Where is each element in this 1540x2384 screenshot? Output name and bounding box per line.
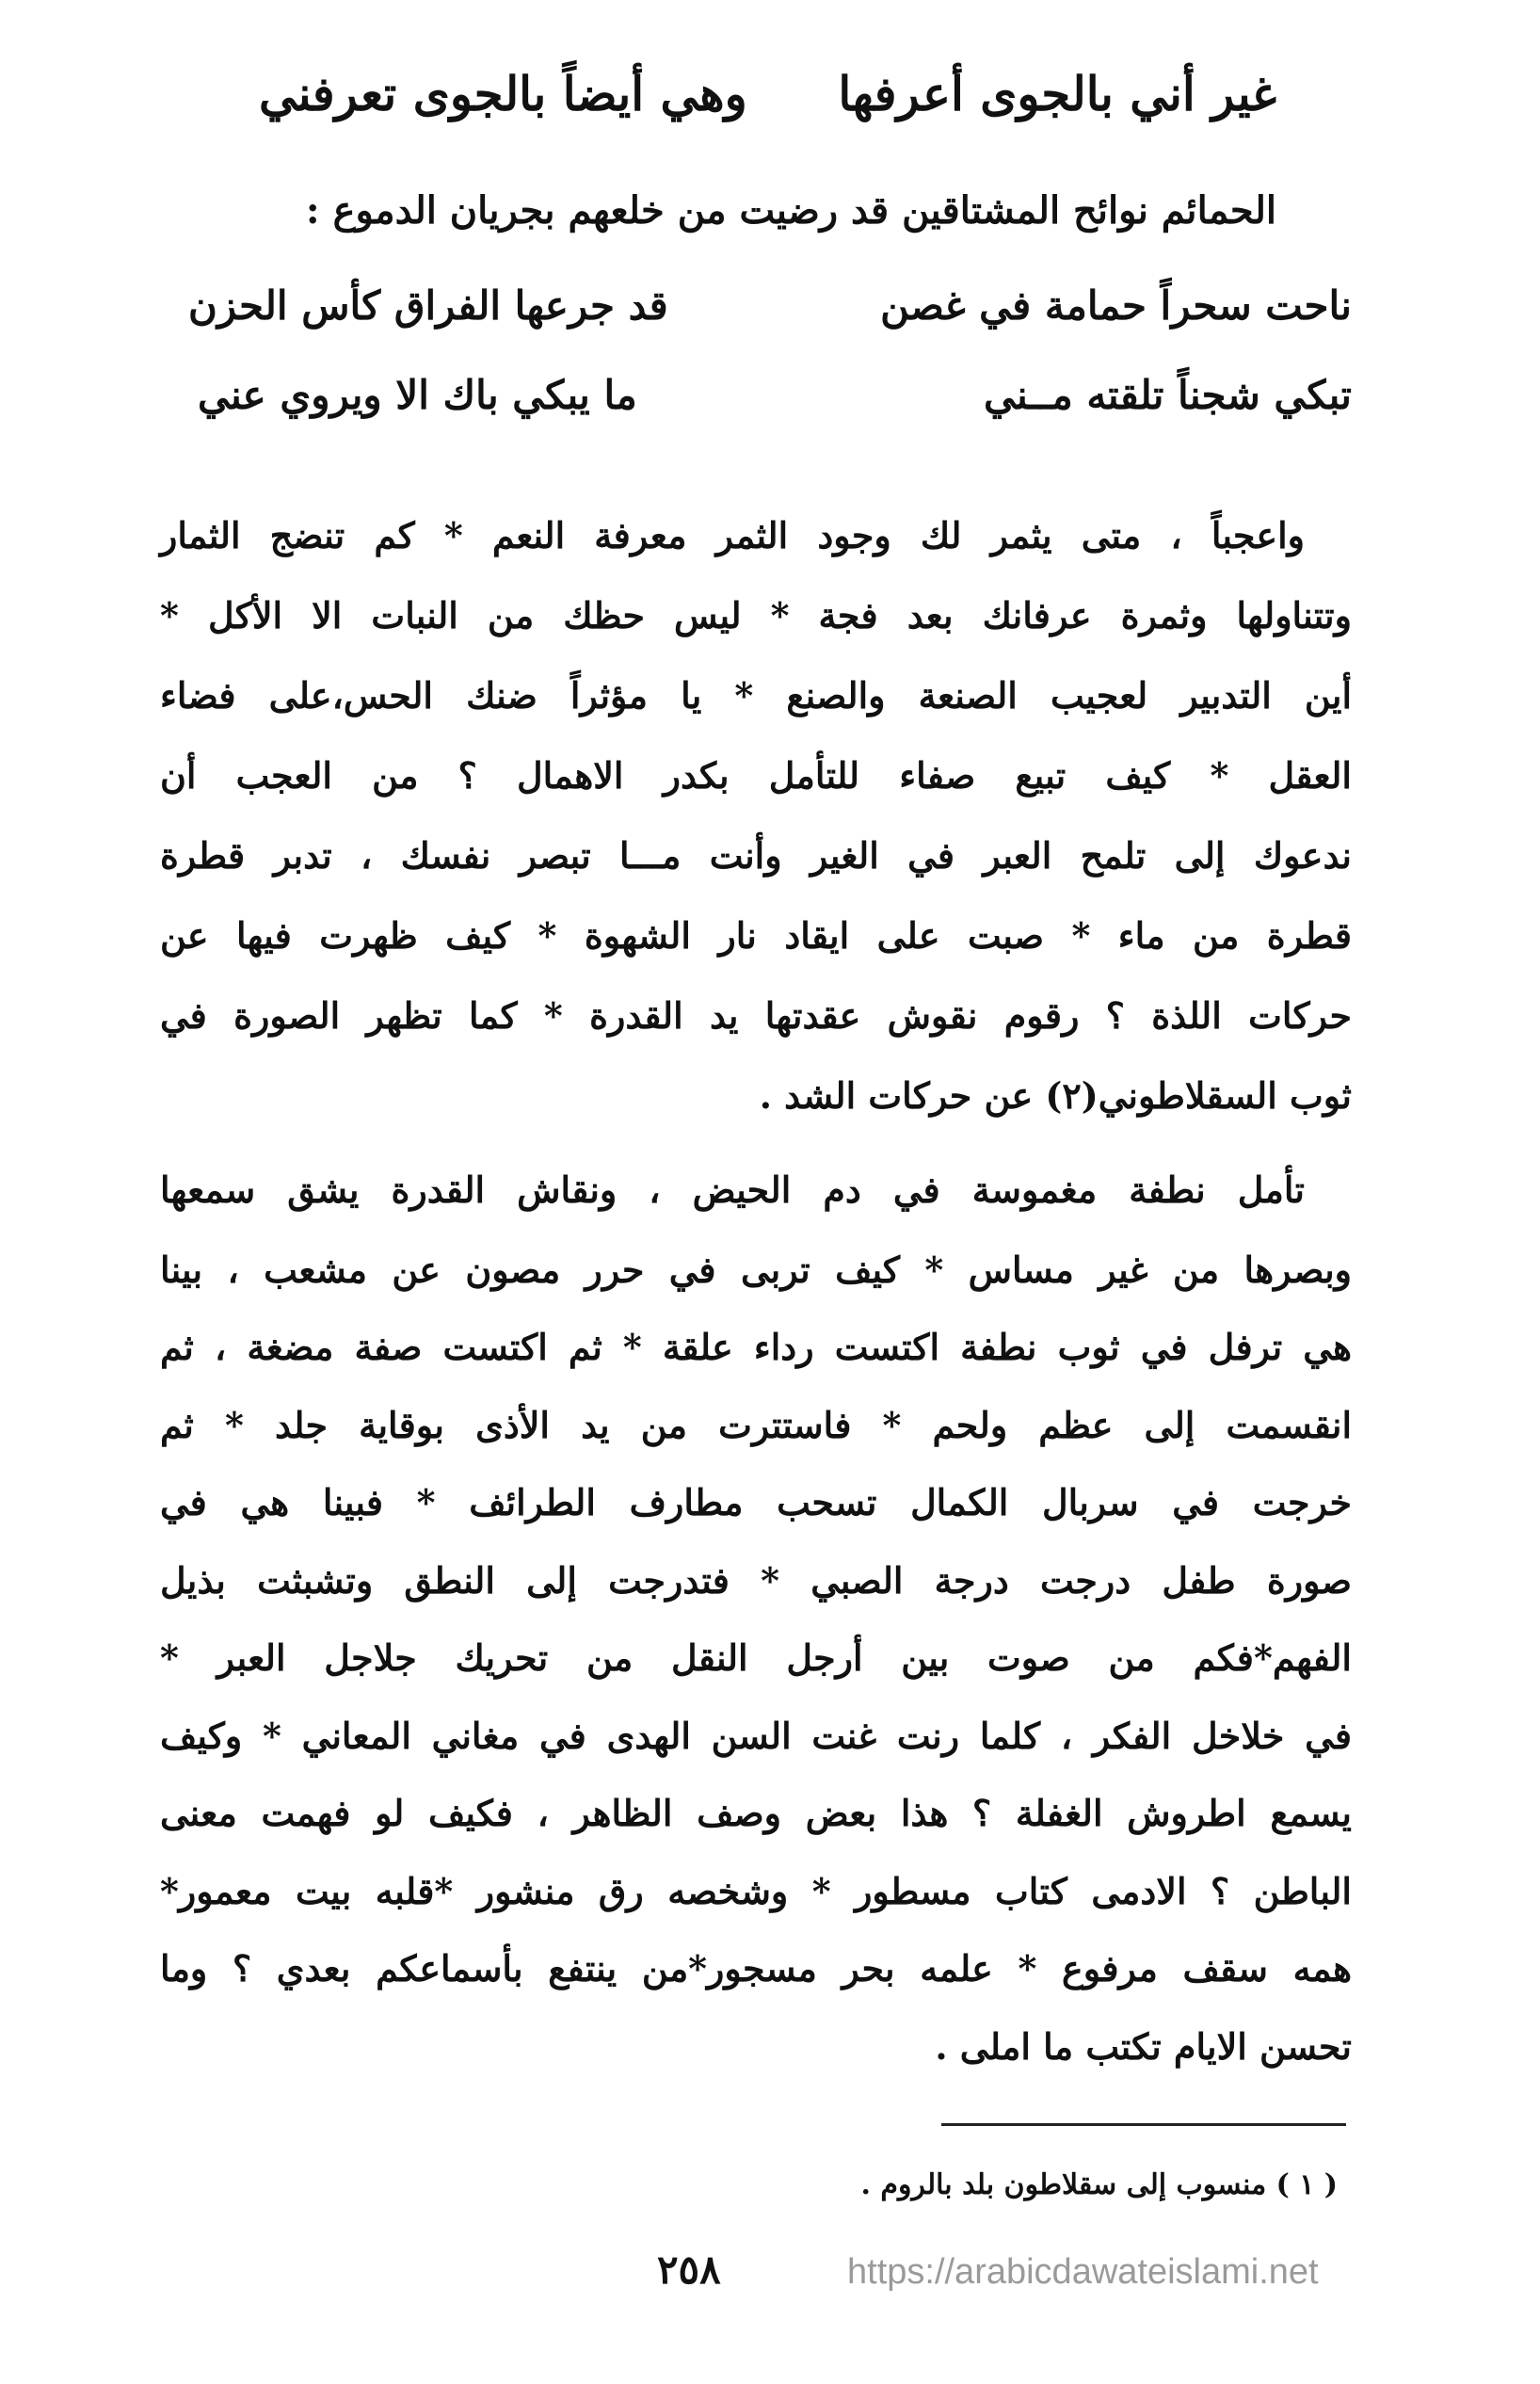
paragraph-line: وبصرها من غير مساس * كيف تربى في حرر مصون عن مشعب ، بينا <box>160 1248 1352 1291</box>
page-number: ٢٥٨ <box>657 2247 721 2293</box>
paragraph-line: انقسمت إلى عظم ولحم * فاستترت من يد الأذى بوقاية جلد * ثم <box>160 1404 1352 1446</box>
verse-line-2 <box>198 372 1352 418</box>
paragraph-line: تحسن الايام تكتب ما املى . <box>935 2025 1352 2068</box>
paragraph-line: الفهم*فكم من صوت بين أرجل النقل من تحريك جلاجل العبر * <box>160 1636 1352 1679</box>
paragraph-line: أين التدبير لعجيب الصنعة والصنع * يا مؤثراً ضنك الحس،على فضاء <box>160 674 1352 717</box>
paragraph-line: همه سقف مرفوع * علمه بحر مسجور*من ينتفع بأسماعكم بعدي ؟ وما <box>160 1947 1352 1989</box>
paragraph-line: قطرة من ماء * صبت على ايقاد نار الشهوة * كيف ظهرت فيها عن <box>160 914 1352 957</box>
verse-left-hemistich: وهي أيضاً بالجوى تعرفني <box>259 66 747 121</box>
paragraph-line: في خلاخل الفكر ، كلما رنت غنت السن الهدى في مغاني المعاني * وكيف <box>160 1715 1352 1757</box>
footnote: ( ١ ) منسوب إلى سقلاطون بلد بالروم . <box>860 2168 1338 2201</box>
paragraph-line: خرجت في سربال الكمال تسحب مطارف الطرائف * فبينا هي في <box>160 1481 1352 1523</box>
verse-right-hemistich: غير أني بالجوى أعرفها <box>838 66 1276 121</box>
paragraph-line: الباطن ؟ الادمى كتاب مسطور * وشخصه رق منشور *قلبه بيت معمور* <box>160 1870 1352 1912</box>
watermark-url: https://arabicdawateislami.net <box>847 2252 1319 2292</box>
paragraph-line: صورة طفل درجت درجة الصبي * فتدرجت إلى النطق وتشبثت بذيل <box>160 1559 1352 1602</box>
intro-line: الحمائم نوائح المشتاقين قد رضيت من خلعهم بجريان الدموع : <box>305 188 1276 233</box>
verse-line-1 <box>188 282 1352 329</box>
opening-verse <box>259 66 1276 121</box>
verse-right-hemistich: تبكي شجناً تلقته مــني <box>983 372 1352 418</box>
footnote-divider <box>941 2123 1346 2126</box>
paragraph-line: العقل * كيف تبيع صفاء للتأمل بكدر الاهمال ؟ من العجب أن <box>160 754 1352 797</box>
paragraph-line: ثوب السقلاطوني(٢) عن حركات الشد . <box>759 1074 1352 1117</box>
paragraph-line: يسمع اطروش الغفلة ؟ هذا بعض وصف الظاهر ، فكيف لو فهمت معنى <box>160 1792 1352 1834</box>
verse-left-hemistich: قد جرعها الفراق كأس الحزن <box>188 282 668 329</box>
paragraph-line: وتتناولها وثمرة عرفانك بعد فجة * ليس حظك من النبات الا الأكل * <box>160 594 1352 636</box>
paragraph-line: ندعوك إلى تلمح العبر في الغير وأنت مـــا تبصر نفسك ، تدبر قطرة <box>160 834 1352 877</box>
paragraph-line: حركات اللذة ؟ رقوم نقوش عقدتها يد القدرة * كما تظهر الصورة في <box>160 994 1352 1037</box>
paragraph-line: تأمل نطفة مغموسة في دم الحيض ، ونقاش القدرة يشق سمعها <box>160 1168 1305 1211</box>
verse-right-hemistich: ناحت سحراً حمامة في غصن <box>880 282 1352 329</box>
verse-left-hemistich: ما يبكي باك الا ويروي عني <box>198 372 637 418</box>
paragraph-line: واعجباً ، متى يثمر لك وجود الثمر معرفة النعم * كم تنضج الثمار <box>160 514 1305 556</box>
paragraph-line: هي ترفل في ثوب نطفة اكتست رداء علقة * ثم اكتست صفة مضغة ، ثم <box>160 1326 1352 1368</box>
